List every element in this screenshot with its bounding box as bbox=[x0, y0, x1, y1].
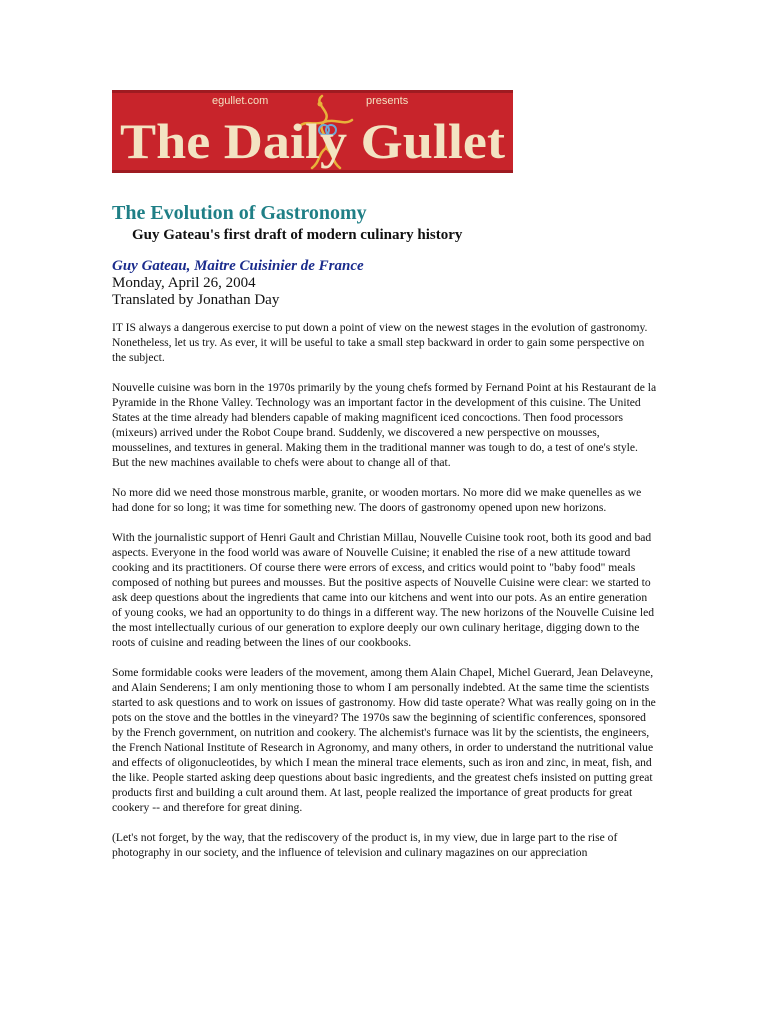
article-paragraph: No more did we need those monstrous marble, granite, or wooden mortars. No more did we make quenelles as we had done for so long; it was time for something new. The doors of gastronomy opened upon new horizons. bbox=[112, 486, 642, 514]
translator-credit: Translated by Jonathan Day bbox=[112, 292, 280, 308]
banner-site-text: egullet.com bbox=[212, 95, 269, 107]
publication-date: Monday, April 26, 2004 bbox=[112, 275, 256, 291]
banner-title-text: The Daily Gullet bbox=[120, 113, 506, 169]
article-body bbox=[112, 320, 657, 875]
article-paragraph: Some formidable cooks were leaders of the movement, among them Alain Chapel, Michel Guerard, Jean Delaveyne, and Alain Senderens; I am only mentioning those to whom I am personally indebted. At the same time the scientists started to ask questions and to work on issues of gastronomy. How did taste operate? What was really going on in the pots on the stove and the bottles in the vineyard? The 1970s saw the beginning of scientific conferences, sponsored by the French government, on nutrition and cookery. The alchemist's furnace was lit by the scientists, the engineers, the French National Institute of Research in Agronomy, and many others, in order to understand the nutritional value and effects of oligonucleotides, by which I mean the mineral trace elements, such as iron and zinc, in meat, fish, and the like. People started asking deep questions about basic ingredients, and the greatest chefs insisted on putting great products first and building a cult around them. At last, people realized the importance of great products for great cookery -- and therefore for great dining. bbox=[112, 666, 656, 814]
banner-graphic bbox=[112, 90, 513, 173]
daily-gullet-banner-logo bbox=[112, 90, 513, 173]
article-paragraph: With the journalistic support of Henri Gault and Christian Millau, Nouvelle Cuisine took root, both its good and bad aspects. Everyone in the food world was aware of Nouvelle Cuisine; it enabled the rise of a new attitude toward cooking and its practitioners. Of course there were errors of excess, and critics would point to "baby food" meals composed of nothing but purees and mousses. But the positive aspects of Nouvelle Cuisine were clear: we started to ask deep questions about the ingredients that came into our kitchens and went into our pots. As an entire generation of young cooks, we had an opportunity to do things in a different way. The new horizons of the Nouvelle Cuisine led the most intellectually curious of our generation to explore deeply our own culinary heritage, digging down to the roots of cuisine and reading between the lines of our cookbooks. bbox=[112, 531, 655, 649]
author-byline: Guy Gateau, Maitre Cuisinier de France bbox=[112, 258, 364, 274]
article-paragraph: IT IS always a dangerous exercise to put down a point of view on the newest stages in the evolution of gastronomy. Nonetheless, let us try. As ever, it will be useful to take a small step backward in order to gain some perspective on the subject. bbox=[112, 321, 648, 364]
article-subtitle: Guy Gateau's first draft of modern culinary history bbox=[132, 227, 463, 243]
article-title: The Evolution of Gastronomy bbox=[112, 202, 367, 224]
article-paragraph: Nouvelle cuisine was born in the 1970s primarily by the young chefs formed by Fernand Point at his Restaurant de la Pyramide in the Rhone Valley. Technology was an important factor in the development of this cuisine. The United States at the time already had blenders capable of making magnificent iced concoctions. Then food processors (mixeurs) arrived under the Robot Coupe brand. Suddenly, we discovered a new perspective on mousses, mousselines, and textures in general. Making them in the traditional manner was tough to do, a test of one's style. But the new machines available to chefs were about to change all of that. bbox=[112, 381, 657, 469]
banner-presents-text: presents bbox=[366, 95, 409, 107]
article-paragraph: (Let's not forget, by the way, that the rediscovery of the product is, in my view, due in large part to the rise of photography in our society, and the influence of television and culinary magazines on our appreciation bbox=[112, 831, 618, 859]
